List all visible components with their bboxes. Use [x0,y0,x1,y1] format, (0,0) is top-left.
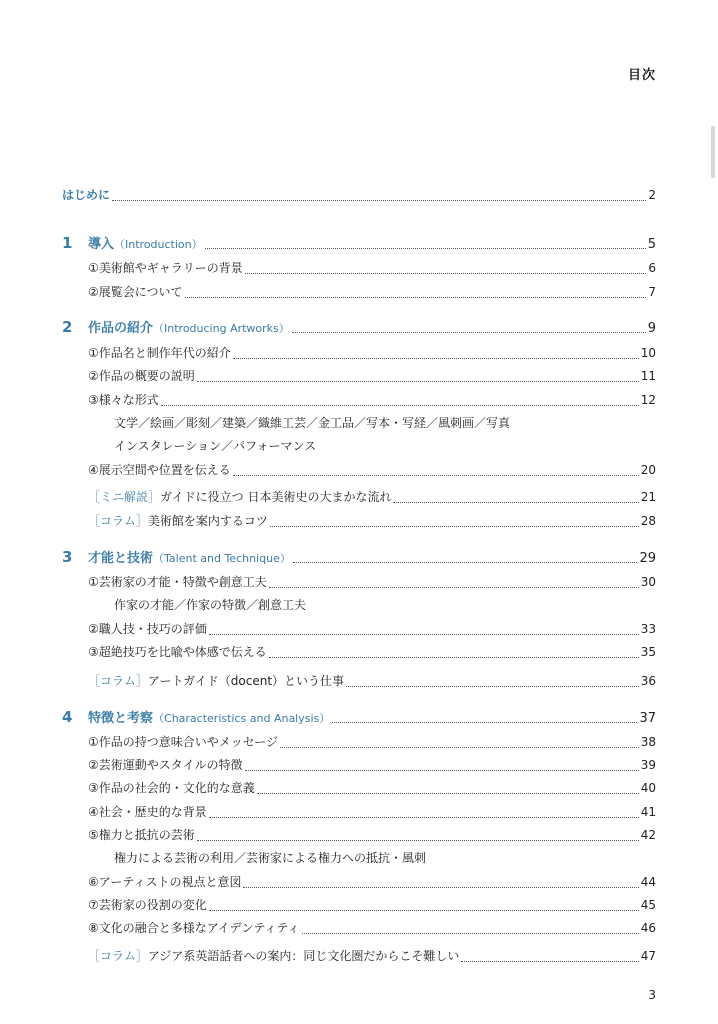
toc-page-number: 9 [647,321,656,336]
leader-dots [233,475,639,476]
chapter-english-title: （Talent and Technique） [153,552,291,565]
toc-chapter-4[interactable] [62,707,656,727]
toc-page-number: 45 [640,898,656,912]
toc-item[interactable] [62,802,656,822]
toc-item[interactable] [62,778,656,798]
toc-tag: ［コラム］ [88,949,148,963]
chapter-title: 作品の紹介 [88,321,154,336]
toc-item-label: ①作品名と制作年代の紹介 [88,346,231,360]
toc-item-label: ①芸術家の才能・特徴や創意工夫 [88,575,267,589]
toc-extra-item[interactable] [62,946,656,966]
chapter-number: 1 [62,234,73,252]
toc-item-label: ⑧文化の融合と多様なアイデンティティ [88,921,300,935]
toc-item-label: ①美術館やギャラリーの背景 [88,261,243,275]
toc-page-number: 28 [640,514,656,528]
toc-item[interactable] [62,895,656,915]
toc-detail-text: インスタレーション／パフォーマンス [114,439,317,453]
toc-item[interactable] [62,619,656,639]
toc-item-label: ③様々な形式 [88,393,159,407]
toc-page-number: 44 [640,875,656,889]
toc-page-number: 21 [640,490,656,504]
leader-dots [161,405,639,406]
toc-detail-text: 権力による芸術の利用／芸術家による権力への抵抗・風刺 [114,851,427,865]
toc-intro-label: はじめに [62,188,111,202]
toc-page-number: 20 [640,463,656,477]
leader-dots [185,297,647,298]
toc-tag: ［コラム］ [88,514,148,528]
leader-dots [346,686,639,687]
leader-dots [257,793,639,794]
page-number: 3 [648,988,656,1002]
leader-dots [302,933,639,934]
toc-page-number: 30 [640,575,656,589]
chapter-number: 2 [62,318,73,336]
toc-page-number: 36 [640,674,656,688]
toc-item[interactable] [62,918,656,938]
toc-detail-text: 文学／絵画／彫刻／建築／織維工芸／金工品／写本・写経／風刺画／写真 [114,416,511,430]
toc-item-label: ②芸術運動やスタイルの特徴 [88,758,243,772]
leader-dots [209,817,639,818]
toc-item-label: ⑤権力と抵抗の芸術 [88,828,195,842]
toc-page-number: 38 [640,735,656,749]
leader-dots [270,526,639,527]
toc-page-number: 40 [640,781,656,795]
chapter-number: 4 [62,708,73,726]
leader-dots [245,770,639,771]
toc-item[interactable] [62,732,656,752]
leader-dots [269,587,639,588]
toc-item[interactable] [62,282,656,302]
toc-item[interactable] [62,390,656,410]
toc-page-number: 46 [640,921,656,935]
toc-intro[interactable] [62,185,656,205]
chapter-number: 3 [62,548,73,566]
toc-page-number: 29 [639,551,656,566]
toc-page-number: 41 [640,805,656,819]
leader-dots [197,381,639,382]
leader-dots [269,657,639,658]
toc-page-number: 39 [640,758,656,772]
toc-item-label: ⑥アーティストの視点と意図 [88,875,242,889]
toc-page-number: 12 [640,393,656,407]
toc-item[interactable] [62,366,656,386]
toc-page-number: 33 [640,622,656,636]
leader-dots [332,722,637,723]
toc-item-label: ④社会・歴史的な背景 [88,805,207,819]
toc-item-label: ②職人技・技巧の評価 [88,622,207,636]
toc-page-number: 35 [640,645,656,659]
chapter-english-title: （Characteristics and Analysis） [153,712,331,725]
toc-page-number: 6 [648,261,656,275]
toc-extra-item[interactable] [62,511,656,531]
toc-page-number: 42 [640,828,656,842]
toc-page-number: 11 [640,369,656,383]
leader-dots [233,358,639,359]
leader-dots [209,634,639,635]
toc-item-label: アジア系英語話者への案内：同じ文化圏だからこそ難しい [147,949,460,963]
toc-item[interactable] [62,343,656,363]
toc-item-label: ④展示空間や位置を伝える [88,463,231,477]
leader-dots [112,200,646,201]
toc-tag: ［コラム］ [88,674,148,688]
toc-item[interactable] [62,872,656,892]
toc-extra-item[interactable] [62,671,656,691]
toc-item[interactable] [62,825,656,845]
leader-dots [292,332,646,333]
toc-page-number: 47 [640,949,656,963]
toc-item[interactable] [62,755,656,775]
toc-item[interactable] [62,258,656,278]
chapter-title: 特徴と考察 [88,711,154,726]
toc-item-label: ⑦芸術家の役割の変化 [88,898,207,912]
toc-chapter-3[interactable] [62,547,656,567]
leader-dots [243,887,638,888]
leader-dots [197,840,639,841]
leader-dots [293,562,638,563]
toc-chapter-2[interactable] [62,317,656,337]
toc-item-label: 美術館を案内するコツ [147,514,268,528]
leader-dots [393,502,638,503]
toc-chapter-1[interactable] [62,233,656,253]
toc-tag: ［ミニ解説］ [88,490,161,504]
toc-item-label: アートガイド（docent）という仕事 [147,674,345,688]
toc-item-label: ②作品の概要の説明 [88,369,195,383]
toc-page-number: 7 [648,285,656,299]
toc-item-label: ③作品の社会的・文化的な意義 [88,781,255,795]
toc-item-label: ガイドに役立つ 日本美術史の大まかな流れ [160,490,392,504]
leader-dots [245,273,647,274]
leader-dots [280,747,639,748]
toc-item[interactable] [62,642,656,662]
chapter-title: 導入 [88,237,115,252]
toc-detail-text: 作家の才能／作家の特徴／創意工夫 [114,598,307,612]
toc-item[interactable] [62,572,656,592]
toc-page-number: 5 [647,237,656,252]
toc-item[interactable] [62,460,656,480]
toc-page-number: 10 [640,346,656,360]
toc-item-label: ③超絶技巧を比喩や体感で伝える [88,645,267,659]
leader-dots [205,248,646,249]
leader-dots [209,910,639,911]
page-title: 目次 [627,68,656,83]
toc-page-number: 37 [639,711,656,726]
chapter-english-title: （Introduction） [114,238,203,251]
chapter-english-title: （Introducing Artworks） [153,322,290,335]
leader-dots [461,961,638,962]
toc-item-label: ②展覧会について [88,285,183,299]
toc-item-label: ①作品の持つ意味合いやメッセージ [88,735,279,749]
toc-page-number: 2 [648,188,656,202]
toc-extra-item[interactable] [62,487,656,507]
scrollbar[interactable] [711,126,715,178]
chapter-title: 才能と技術 [88,551,154,566]
